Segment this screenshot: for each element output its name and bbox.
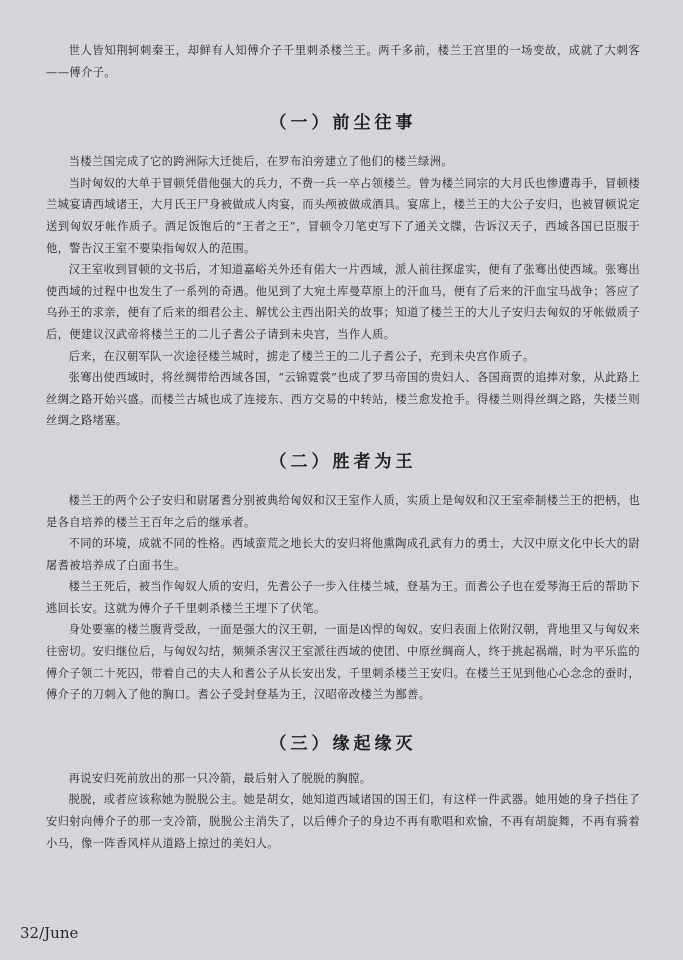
section-1-title: （一）前尘往事 [269,113,417,134]
article-body [46,40,640,854]
intro-paragraph: 世人皆知荆轲刺秦王，却鲜有人知傅介子千里刺杀楼兰王。两千多前，楼兰王宫里的一场变故，成就了大刺客——傅介子。 [46,44,640,79]
section-1-paragraph: 当时匈奴的大单于冒顿凭借他强大的兵力，不费一兵一卒占领楼兰。曾为楼兰同宗的大月氏也惨遭毒手，冒顿楼兰城宴请西域诸王，大月氏王尸身被做成人肉宴，而头颅被做成酒具。宴席上，楼兰王的大公子安归，也被冒顿说定送到匈奴牙帐作质子。酒足饭饱后的“王者之王”，冒顿令刀笔吏写下了通关文牒，告诉汉天子，西域各国已臣服于他，警告汉王室不要染指匈奴人的范围。 [46,176,640,255]
page-number: 32/June [20,924,79,942]
section-1-paragraph: 张骞出使西域时，将丝绸带给西域各国，“云锦霓裳”也成了罗马帝国的贵妇人、各国商贾的追捧对象，从此路上丝绸之路开始兴盛。而楼兰古城也成了连接东、西方交易的中转站，楼兰愈发抢手。得楼兰则得丝绸之路，失楼兰则丝绸之路堵塞。 [46,371,640,428]
section-1-paragraph: 当楼兰国完成了它的跨洲际大迁徙后，在罗布泊旁建立了他们的楼兰绿洲。 [68,155,453,169]
section-2-paragraph: 身处要塞的楼兰腹背受敌，一面是强大的汉王朝，一面是凶悍的匈奴。安归表面上依附汉朝，背地里又与匈奴来往密切。安归继位后，与匈奴勾结，频频杀害汉王室派往西域的使团、中原丝绸商人，终于挑起祸端，时为平乐监的傅介子领二十死囚，带着自己的夫人和耆公子从长安出发，千里刺杀楼兰王安归。在楼兰王见到他心心念念的蚕时，傅介子的刀刺入了他的胸口。耆公子受封登基为王，汉昭帝改楼兰为鄯善。 [46,623,640,702]
section-3-title: （三）缘起缘灭 [269,733,417,754]
section-3-paragraph: 再说安归死前放出的那一只冷箭，最后射入了脱脱的胸膛。 [68,771,372,785]
section-3-body [46,768,640,854]
section-1-body [46,151,640,432]
section-2-title: （二）胜者为王 [269,451,417,472]
section-1-paragraph: 后来，在汉朝军队一次途径楼兰城时，掳走了楼兰王的二儿子耆公子，充到未央宫作质子。 [68,349,535,363]
section-2-paragraph: 楼兰王的两个公子安归和尉屠耆分别被典给匈奴和汉王室作人质，实质上是匈奴和汉王室牵制楼兰王的把柄，也是各自培养的楼兰王百年之后的继承者。 [46,493,640,529]
section-2-body [46,490,640,706]
section-1-paragraph: 汉王室收到冒顿的文书后，才知道嘉峪关外还有偌大一片西域，派人前往探虚实，便有了张骞出使西域。张骞出使西域的过程中也发生了一系列的奇遇。他见到了大宛土库曼草原上的汗血马，便有了后来的汗血宝马战争；答应了乌孙王的求亲，便有了后来的细君公主、解忧公主西出阳关的故事；知道了楼兰王的大儿子安归去匈奴的牙帐做质子后，便建议汉武帝将楼兰王的二儿子耆公子请到未央宫，当作人质。 [46,263,640,341]
section-3-paragraph: 脱脱，或者应该称她为脱脱公主。她是胡女，她知道西域诸国的国王们，有这样一件武器。她用她的身子挡住了安归射向傅介子的那一支冷箭，脱脱公主消失了，以后傅介子的身边不再有歌唱和欢愉，不再有胡旋舞，不再有骑着小马，像一阵香风样从道路上掠过的美妇人。 [46,793,640,850]
section-2-paragraph: 楼兰王死后，被当作匈奴人质的安归，先耆公子一步入住楼兰城，登基为王。而耆公子也在爱琴海王后的帮助下逃回长安。这就为傅介子千里刺杀楼兰王埋下了伏笔。 [46,580,640,615]
section-2-paragraph: 不同的环境，成就不同的性格。西域蛮荒之地长大的安归将他熏陶成孔武有力的勇士，大汉中原文化中长大的尉屠耆被培养成了白面书生。 [46,537,640,572]
